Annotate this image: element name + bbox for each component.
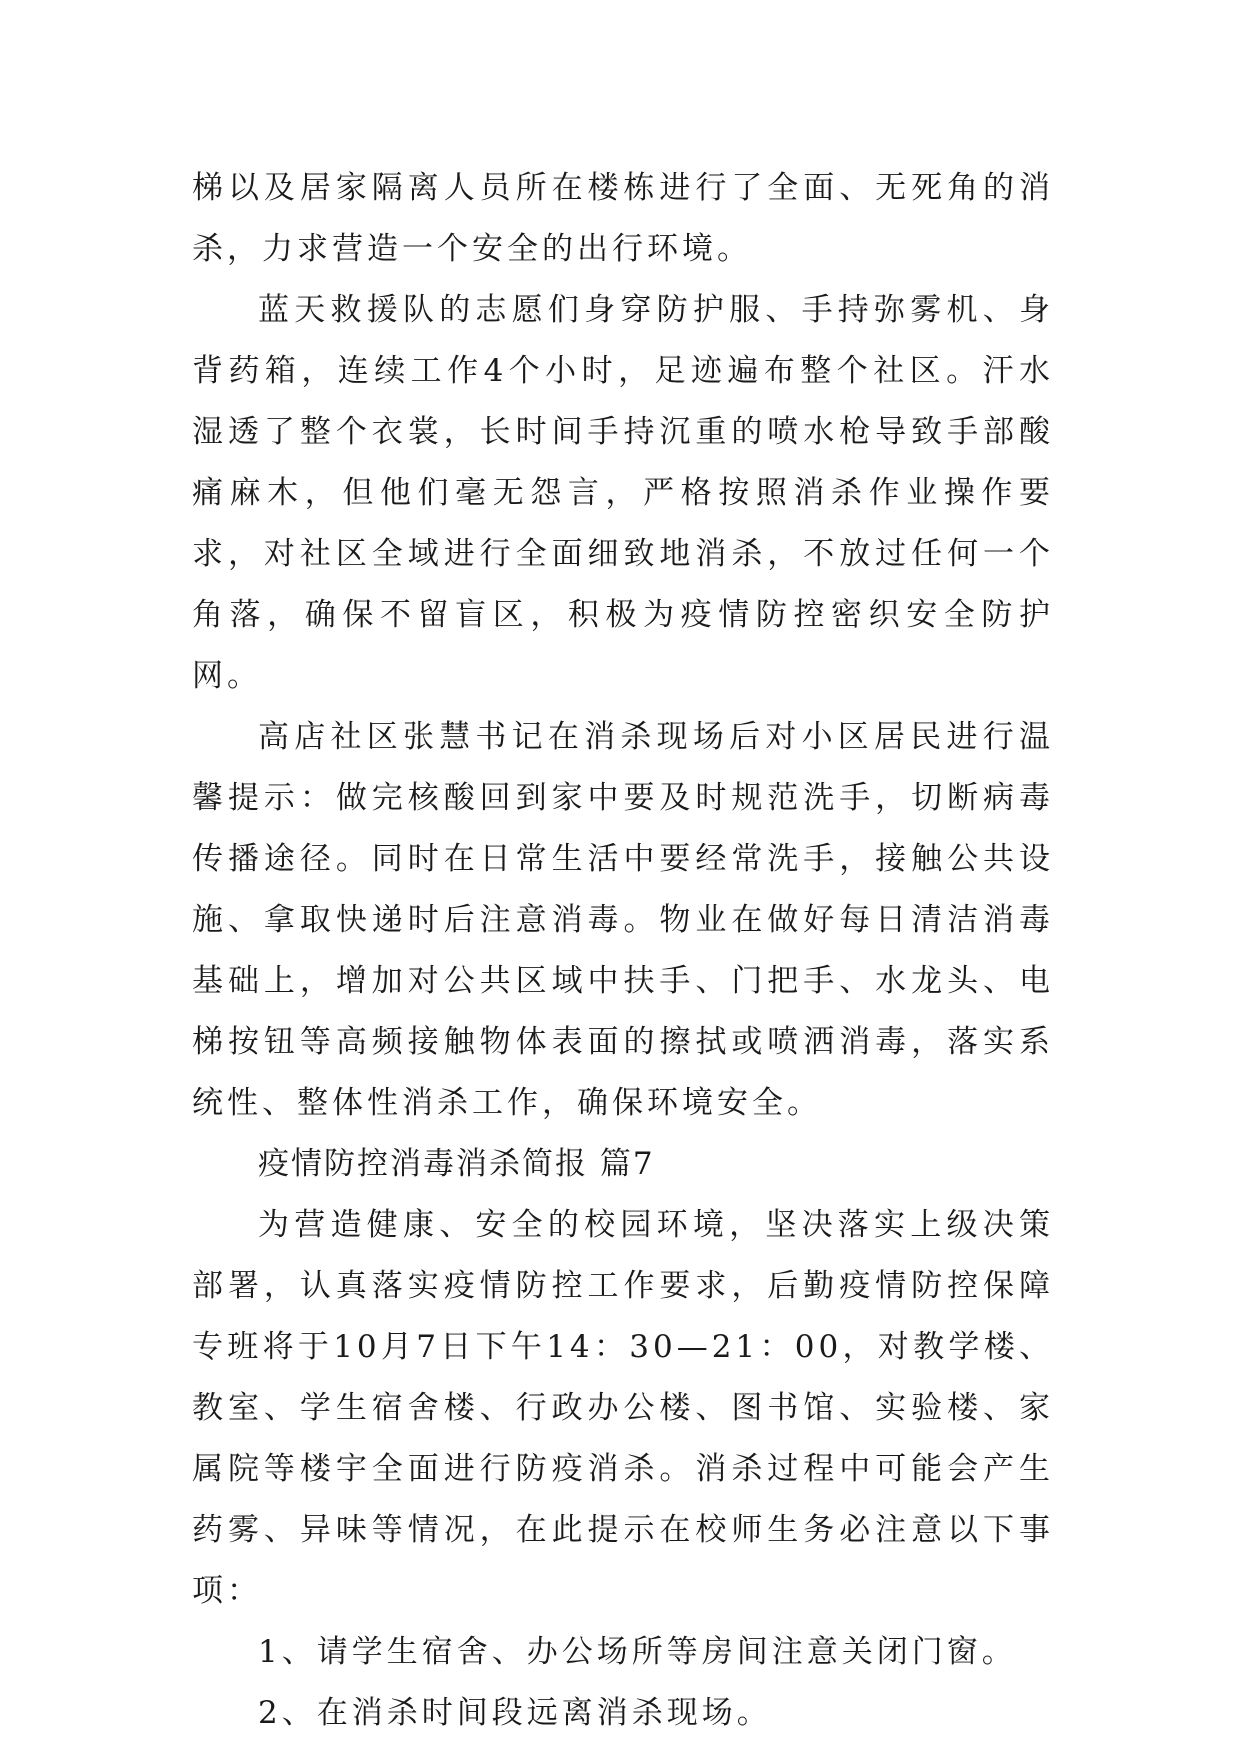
paragraph-rescue-team: 蓝天救援队的志愿们身穿防护服、手持弥雾机、身背药箱，连续工作4个小时，足迹遍布整个社区。汗水湿透了整个衣裳，长时间手持沉重的喷水枪导致手部酸痛麻木，但他们毫无怨言，严格按照消杀作业操作要求，对社区全域进行全面细致地消杀，不放过任何一个角落，确保不留盲区，积极为疫情防控密织安全防护网。 — [192, 292, 1054, 694]
paragraph-community-reminder: 高店社区张慧书记在消杀现场后对小区居民进行温馨提示：做完核酸回到家中要及时规范洗手，切断病毒传播途径。同时在日常生活中要经常洗手，接触公共设施、拿取快递时后注意消毒。物业在做好每日清洁消毒基础上，增加对公共区域中扶手、门把手、水龙头、电梯按钮等高频接触物体表面的擦拭或喷洒消毒，落实系统性、整体性消杀工作，确保环境安全。 — [192, 719, 1054, 1121]
section-heading: 疫情防控消毒消杀简报 篇7 — [258, 1146, 655, 1182]
list-item-close-windows: 1、请学生宿舍、办公场所等房间注意关闭门窗。 — [258, 1634, 1017, 1670]
paragraph-continuation: 梯以及居家隔离人员所在楼栋进行了全面、无死角的消杀，力求营造一个安全的出行环境。 — [192, 170, 1054, 267]
document-body — [192, 158, 1054, 1744]
list-item-stay-away: 2、在消杀时间段远离消杀现场。 — [258, 1695, 772, 1731]
paragraph-campus-notice: 为营造健康、安全的校园环境，坚决落实上级决策部署，认真落实疫情防控工作要求，后勤疫情防控保障专班将于10月7日下午14：30—21：00，对教学楼、教室、学生宿舍楼、行政办公楼、图书馆、实验楼、家属院等楼宇全面进行防疫消杀。消杀过程中可能会产生药雾、异味等情况，在此提示在校师生务必注意以下事项： — [192, 1207, 1054, 1609]
